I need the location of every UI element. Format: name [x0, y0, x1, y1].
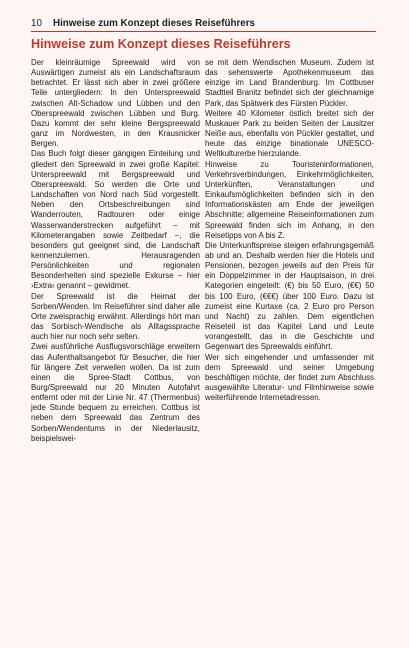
paragraph: Wer sich eingehender und umfassender mit dem Spreewald und seiner Umgebung beschäftigen möchte, der findet zum Abschluss ausgewählte Literatur- und Filmhinweise sowie weiterführende Internetadressen.: [205, 352, 374, 403]
running-header: [31, 17, 376, 30]
running-title: Hinweise zum Konzept dieses Reiseführers: [53, 18, 255, 29]
paragraph: Der kleinräumige Spreewald wird von Auswärtigen zumeist als ein Landschaftsraum betrachtet. Er lässt sich aber in zwei größere Teile untergliedern: In den Unterspreewald zwischen Alt-Schadow und Lübben und den Oberspreewald zwischen Lübben und Burg. Dazu kommt der sehr kleine Bergspreewald ganz im Nordwesten, in den Krausnicker Bergen.: [31, 58, 200, 149]
paragraph: Das Buch folgt dieser gängigen Einteilung und gliedert den Spreewald in zwei große Kapitel: Unterspreewald mit Bergspreewald und Oberspreewald. So werden die Orte und Landschaften von Nord nach Süd vorgestellt. Neben den Ortsbeschreibungen sind Wanderrouten, Radtouren oder einige Wasserwanderstrecken aufgeführt – mit Kilometerangaben sowie Zeitbedarf –, die besonders gut geeignet sind, die Landschaft kennenzulernen. Herausragenden Persönlichkeiten und regionalen Besonderheiten sind spezielle Exkurse – hier ›Extra‹ genannt – gewidmet.: [31, 149, 200, 291]
right-column: [205, 58, 374, 403]
paragraph: Zwei ausführliche Ausflugsvorschläge erweitern das Aufenthaltsangebot für Besucher, die hier für längere Zeit verweilen wollen. Da ist zum einen die Spree-Stadt Cottbus, von Burg/Spreewald nur 20 Minuten Autofahrt entfernt oder mit der Linie Nr. 47 (Thermenbus) jede Stunde bequem zu erreichen. Cottbus ist neben dem Spreewald das Zentrum des Sorben/Wendentums in der Niederlausitz, beispielswei-: [31, 342, 200, 443]
section-title: Hinweise zum Konzept dieses Reiseführers: [31, 37, 291, 51]
paragraph: Hinweise zu Touristeninformationen, Verkehrsverbindungen, Einkehrmöglichkeiten, Unterkünften, Veranstaltungen und Einkaufsmöglichkeiten befinden sich in den Informationskästen am Ende der jeweiligen Abschnitte; allgemeine Reiseinformationen zum Spreewald finden sich im Anhang, in den Reisetipps von A bis Z.: [205, 159, 374, 240]
header-rule: [31, 31, 376, 32]
left-column: [31, 58, 200, 444]
page-number: 10: [31, 18, 42, 29]
paragraph: Die Unterkunftspreise steigen erfahrungsgemäß ab und an. Deshalb werden hier die Hotels und Pensionen, bezogen jeweils auf den Preis für ein Doppelzimmer in der Hauptsaison, in drei Kategorien eingeteilt: (€) bis 50 Euro, (€€) 50 bis 100 Euro, (€€€) über 100 Euro. Dazu ist zumeist eine Kurtaxe (ca. 2 Euro pro Person und Nacht) zu zahlen. Dem eigentlichen Reiseteil ist das Kapitel Land und Leute vorangestellt, das in die Geschichte und Gegenwart des Spreewalds einführt.: [205, 240, 374, 352]
paragraph: Weitere 40 Kilometer östlich breitet sich der Muskauer Park zu beiden Seiten der Lausitzer Neiße aus, ebenfalls von Pückler gestaltet, und heute das einzige binationale UNESCO-Weltkulturerbe hierzulande.: [205, 108, 374, 159]
paragraph: se mit dem Wendischen Museum. Zudem ist das sehenswerte Apothekenmuseum das einzige im Land Brandenburg. Im Cottbuser Stadtteil Branitz befindet sich der gleichnamige Park, das Spätwerk des Fürsten Pückler.: [205, 58, 374, 108]
paragraph: Der Spreewald ist die Heimat der Sorben/Wenden. Im Reiseführer sind daher alle Orte zweisprachig erwähnt. Allerdings hört man das Sorbisch-Wendische als Alltagssprache auch hier nur noch sehr selten.: [31, 291, 200, 342]
